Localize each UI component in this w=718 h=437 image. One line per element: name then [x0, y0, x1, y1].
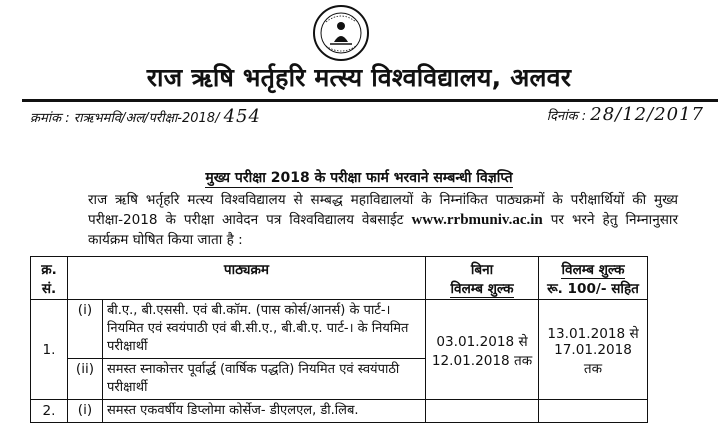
header-with-late-l1: [543, 259, 643, 278]
header-without-late-l2: [430, 278, 534, 297]
notice-paragraph: [88, 190, 678, 250]
header-with-late: [539, 257, 648, 300]
notice-subject-text: मुख्य परीक्षा 2018 के परीक्षा फार्म भरवाने सम्बन्धी विज्ञप्ति: [205, 170, 513, 186]
row1-item1-roman: (i): [68, 300, 103, 359]
header-with-late-l2: रू. 100/- सहित: [547, 281, 639, 297]
row1-with-late: 13.01.2018 से 17.01.2018 तक: [539, 300, 648, 400]
header-without-late-l1: बिना: [470, 262, 494, 278]
date-line: [547, 104, 704, 125]
website-link[interactable]: www.rrbmuniv.ac.in: [411, 212, 543, 228]
row2-sn: 2.: [31, 400, 68, 423]
reference-line: [30, 106, 261, 127]
table-row: [31, 300, 648, 359]
notice-para-part1: राज ऋषि भर्तृहरि मत्स्य विश्वविद्यालय से सम्बद्ध महाविद्यालयों के निम्नांकित पाठ्यक्रमों के परीक्षार्थियों की मुख्य परीक्षा-2018 के परीक्षा आवेदन पत्र विश्वविद्यालय वेबसाईट: [88, 192, 678, 228]
row2-item1-course: समस्त एकवर्षीय डिप्लोमा कोर्सेज- डीएलएल, डी.लिब.: [103, 400, 426, 423]
reference-number: 454: [223, 106, 261, 127]
header-divider: [22, 99, 718, 102]
university-title: राज ऋषि भर्तृहरि मत्स्य विश्वविद्यालय, अलवर: [146, 63, 572, 92]
row1-sn: 1.: [31, 300, 68, 400]
university-seal-logo: [312, 4, 370, 62]
header-without-late: [426, 257, 539, 300]
row2-with-late: [539, 400, 648, 423]
header-with-late-l1-text: विलम्ब शुल्क: [561, 262, 625, 278]
reference-label: क्रमांक : राऋभमवि/अल/परीक्षा-2018/: [30, 111, 220, 126]
schedule-table: [30, 256, 648, 423]
header-sn: क्र. सं.: [31, 257, 68, 300]
row1-item2-roman: (ii): [68, 359, 103, 400]
table-header-row: [31, 257, 648, 300]
notice-para-part2: पर भरने हेतु निम्नानुसार कार्यक्रम घोषित किया जाता है :: [88, 212, 679, 248]
row1-item2-course: समस्त स्नाकोत्तर पूर्वार्द्ध (वार्षिक पद्धति) नियमित एवं स्वयंपाठी परीक्षार्थी: [103, 359, 426, 400]
date-label: दिनांक :: [546, 109, 587, 124]
row2-without-late: [426, 400, 539, 423]
date-value: 28/12/2017: [590, 104, 704, 125]
header-course: पाठ्यक्रम: [68, 257, 426, 300]
row1-item1-course: बी.ए., बी.एससी. एवं बी.कॉम. (पास कोर्स/आनर्स) के पार्ट-। नियमित एवं स्वयंपाठी एवं बी.सी.ए., बी.बी.ए. पार्ट-। के नियमित परीक्षार्थी: [103, 300, 426, 359]
notice-subject: [0, 168, 718, 187]
header-without-late-l2-text: विलम्ब शुल्क: [450, 281, 514, 297]
row2-item1-roman: (i): [68, 400, 103, 423]
row1-without-late: 03.01.2018 से 12.01.2018 तक: [426, 300, 539, 400]
table-row: [31, 400, 648, 423]
